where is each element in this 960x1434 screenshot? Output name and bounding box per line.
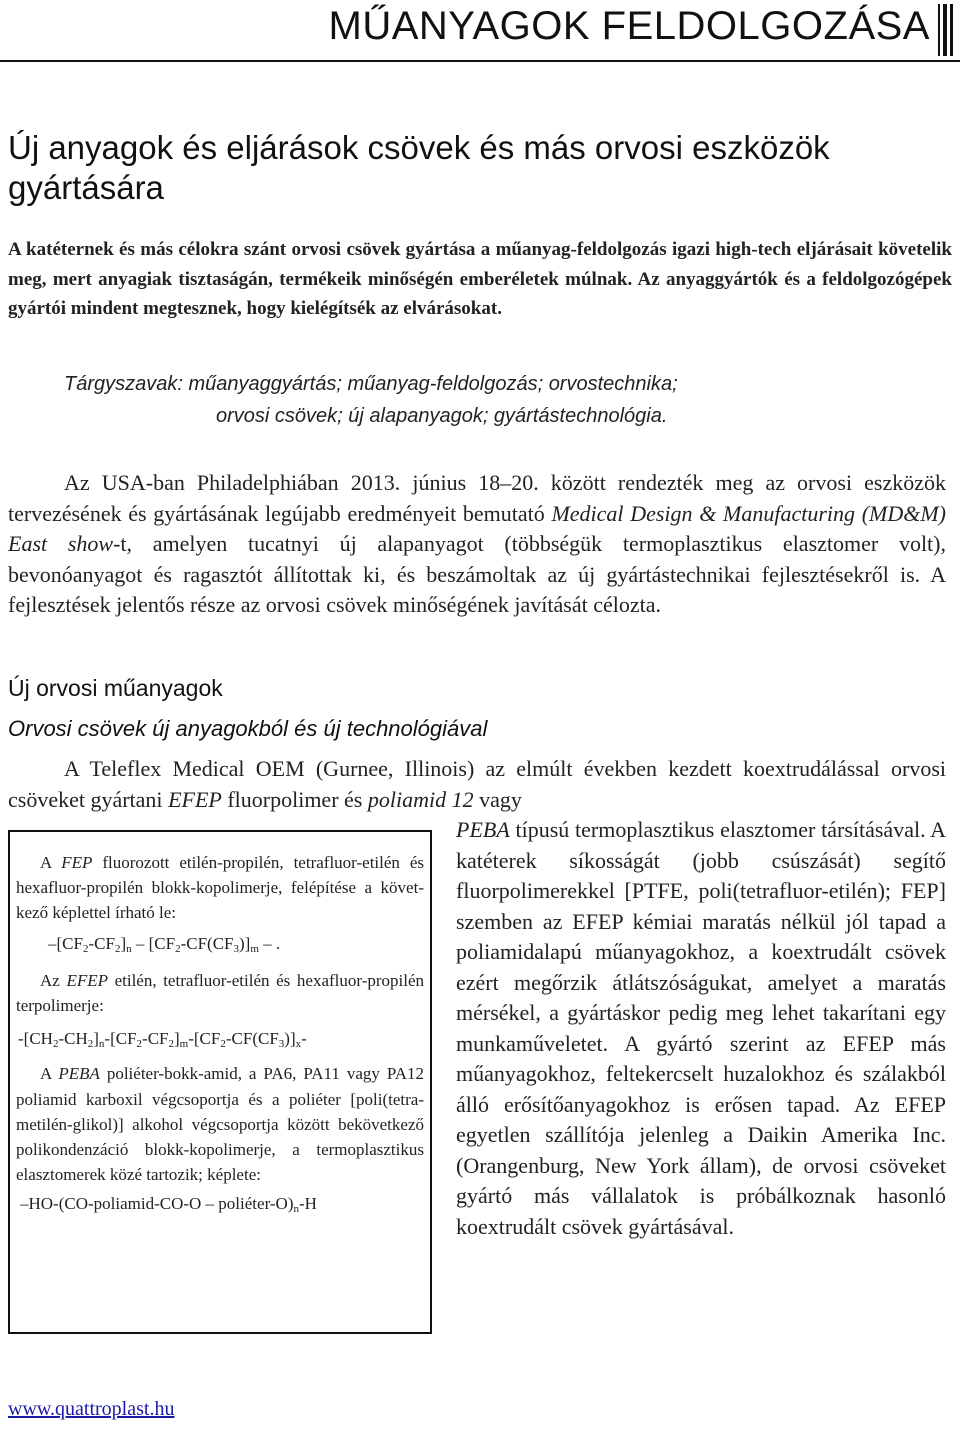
lead-paragraph: A katéternek és más célokra szánt orvosi csövek gyártása a műanyag-feldolgozás igazi high-tech eljárásait követelik meg, mert anyagiak tisztaságán, termékeik minőségén emberéletek múlnak. Az anyaggyártók és a feldolgozógépek gyártói mindent megtesznek, hogy kielégítsék az elvárásokat. xyxy=(8,239,952,319)
section-title: Új orvosi műanyagok xyxy=(8,675,223,701)
keywords-line-1: Tárgyszavak: műanyaggyártás; műanyag-feldolgozás; orvostechnika; xyxy=(64,373,678,395)
intro-paragraph: Az USA-ban Philadelphiában 2013. június 18–20. között rendezték meg az orvosi eszközök tervezésének és gyártásának legújabb eredményeit bemutató Medical Design & Manufacturing (MD&M) East show-t, amelyen tucatnyi új alapanyagot (többségük termoplasztikus elasztomer volt), bevonóanyagot és ragasztót állítottak ki, és beszámoltak az új gyártástechnikai fejlesztésekről is. A fejlesztések jelentős része az orvosi csövek minőségének javítását célozta. xyxy=(8,470,946,617)
peba-formula: –HO-(CO-poliamid-CO-O – poliéter-$O)_n-H$ xyxy=(20,1194,317,1216)
website-link[interactable]: www.quattroplast.hu xyxy=(8,1398,175,1420)
header-rule xyxy=(0,60,960,62)
article-title: Új anyagok és eljárások csövek és más orvosi eszközök gyártására xyxy=(8,129,830,206)
body-paragraph-1: A Teleflex Medical OEM (Gurnee, Illinois) az elmúlt években kezdett koextrudálással orvosi csöveket gyártani EFEP fluorpolimer és poliamid 12 vagy xyxy=(8,756,946,812)
efep-formula: $-[CH_2-CH_2]_n-[CF_2-CF_2]_m-[CF_2-CF(CF_3)]_x-$ xyxy=(18,1029,307,1051)
keywords xyxy=(64,368,944,432)
header-title: MŰANYAGOK FELDOLGOZÁSA xyxy=(328,4,930,48)
fep-formula: $-[CF_2-CF_2]_n - [CF_2-CF(CF_3)]_m$ – . xyxy=(48,933,281,955)
subsection-title: Orvosi csövek új anyagokból és új technológiával xyxy=(8,716,488,741)
keywords-line-2: orvosi csövek; új alapanyagok; gyártástechnológia. xyxy=(216,405,668,427)
header-decoration xyxy=(938,4,954,56)
formula-sidebox xyxy=(8,830,432,1334)
fep-description: A FEP fluorozott etilén-propilén, tetrafluor-etilén és hexafluor-propilén blokk-kopolimerje, felépítése a követ-kező képlettel írható le: xyxy=(16,853,424,923)
page-header xyxy=(0,0,960,60)
body-paragraph-2: PEBA típusú termoplasztikus elasztomer társításával. A katéterek síkosságát (jobb csúszását) segítő fluorpolimerekkel [PTFE, poli(tetrafluor-etilén); FEP] szemben az EFEP kémiai maratás nélkül jól tapad a poliamidalapú műanyagokhoz, a koextrudált csövek ezért megőrzik átlátszóságukat, amelyet a maratás mérsékel, a gyártáskor pedig meg lehet takarítani egy munkaműveletet. A gyártó szerint az EFEP más műanyagokhoz, feltekercselt huzalokhoz és szálakból álló erősítőanyagokhoz is erősen tapad. Az EFEP egyetlen szállítója jelenleg a Daikin Amerika Inc. (Orangenburg, New York állam), de orvosi csöveket gyártó más vállalatok is próbálkoznak hasonló koextrudált csövek gyártásával. xyxy=(456,817,946,1239)
event-name: Medical Design & Manufacturing (MD&M) East show xyxy=(8,500,946,556)
efep-description: Az EFEP etilén, tetrafluor-etilén és hexafluor-propilén terpolimerje: xyxy=(16,970,425,1016)
peba-description: A PEBA poliéter-bokk-amid, a PA6, PA11 vagy PA12 poliamid karboxil végcsoportja és a poliéter [poli(tetra-metilén-glikol)] alkohol végcsoportja között bekövetkező polikondenzáció blokk-kopolimerje, a termoplasztikus elasztomerek közé tartozik; képlete: xyxy=(16,1064,424,1185)
